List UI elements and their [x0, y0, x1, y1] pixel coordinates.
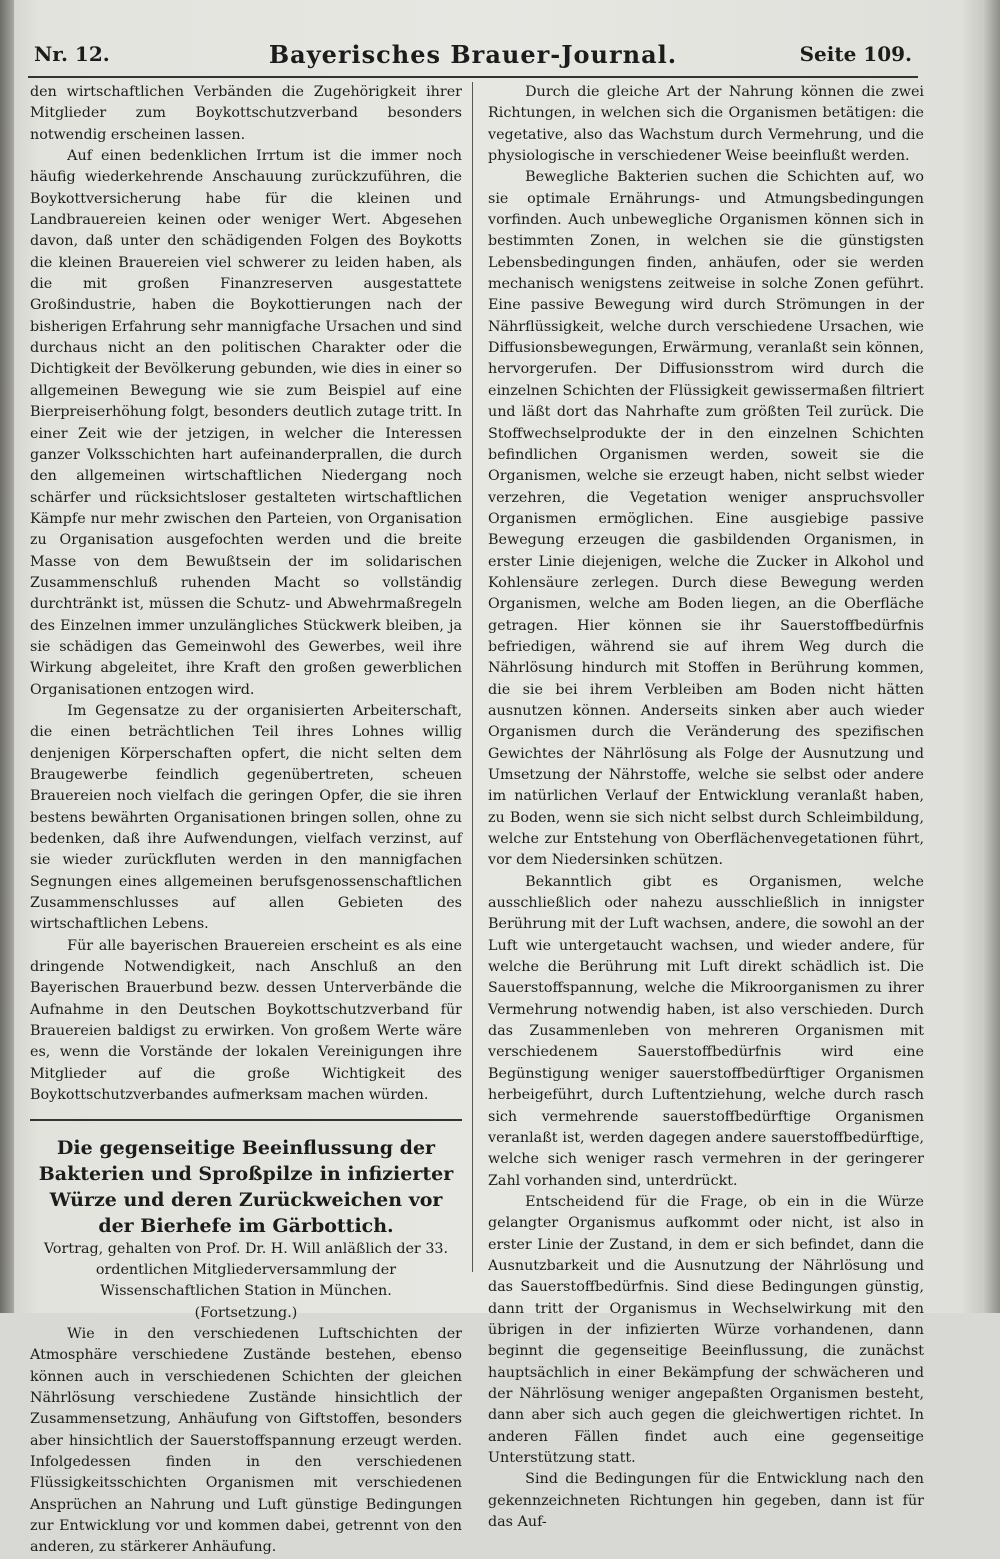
paragraph: Sind die Bedingungen für die Entwicklung nach den gekennzeichneten Richtungen hin gegeben, dann ist für das Auf- — [488, 1471, 924, 1531]
paragraph: Wie in den verschiedenen Luftschichten der Atmosphäre verschiedene Zustände bestehen, ebenso können auch in verschiedenen Schichten der gleichen Nährlösung verschiedene Zustände hinsichtlich der Zusammensetzung, Anhäufung von Giftstoffen, besonders aber hinsichtlich der Sauerstoffspannung erzeugt werden. Infolgedessen finden in den verschiedenen Flüssigkeitsschichten Organismen mit verschiedenen Ansprüchen an Nahrung und Luft günstige Bedingungen zur Entwicklung vor und kommen dabei, getrennt von den anderen, zu stärkerer Anhäufung. — [30, 1325, 462, 1556]
article-byline: Vortrag, gehalten von Prof. Dr. H. Will anläßlich der 33. ordentlichen Mitgliederversammlung der Wissenschaftlichen Station in München. — [43, 1240, 449, 1300]
column-rule — [472, 82, 473, 1272]
page-edge — [982, 0, 1000, 1313]
page-header — [28, 38, 918, 72]
article-title: Die gegenseitige Beeinflussung der Bakterien und Sproßpilze in infizierter Würze und deren Zurückweichen vor der Bierhefe im Gärbottich. — [38, 1136, 454, 1237]
journal-title: Bayerisches Brauer-Journal. — [268, 40, 678, 69]
paragraph: Für alle bayerischen Brauereien erscheint es als eine dringende Notwendigkeit, nach Anschluß an den Bayerischen Brauerbund bezw. dessen Unterverbände die Aufnahme in den Deutschen Boykottschutzverband für Brauereien baldigst zu erwirken. Von großem Werte wäre es, wenn die Vorstände der lokalen Vereinigungen ihre Mitglieder auf die große Wichtigkeit des Boykottschutzverbandes aufmerksam machen würden. — [30, 937, 462, 1104]
issue-number: Nr. 12. — [34, 42, 110, 66]
paragraph: Bekanntlich gibt es Organismen, welche ausschließlich oder nahezu ausschließlich in innigster Berührung mit der Luft wachsen, andere, die sowohl an der Luft wie untergetaucht wachsen, und wieder andere, für welche die Berührung mit Luft direkt schädlich ist. Die Sauerstoffspannung, welche die Mikroorganismen zu ihrer Vermehrung notwendig haben, ist also verschieden. Durch das Zusammenleben von mehreren Organismen mit verschiedenem Sauerstoffbedürfnis wird eine Begünstigung weniger sauerstoffbedürftiger Organismen herbeigeführt, durch Luftentziehung, welche durch rasch sich vermehrende sauerstoffbedürftige Organismen veranlaßt ist, werden dagegen andere sauerstoffbedürftige, welche sich weniger rasch vermehren in der geringerer Zahl vorhanden sind, unterdrückt. — [488, 873, 924, 1189]
continuation-note: (Fortsetzung.) — [194, 1304, 298, 1321]
book-spine-shadow — [0, 0, 14, 1313]
paragraph: Im Gegensatze zu der organisierten Arbeiterschaft, die einen beträchtlichen Teil ihres Lohnes willig denjenigen Körperschaften opfert, die nicht selten dem Braugewerbe feindlich gegenübertreten, scheuen Brauereien noch vielfach die geringen Opfer, die sie ihren bestens bewährten Organisationen bringen sollen, ohne zu bedenken, daß ihre Aufwendungen, vielfach verzinst, auf sie wieder zurückfluten werden in den mannigfachen Segnungen eines allgemeinen berufsgenossenschaftlichen Zusammenschlusses auf allen Gebieten des wirtschaftlichen Lebens. — [30, 702, 462, 933]
paragraph: Entscheidend für die Frage, ob ein in die Würze gelangter Organismus aufkommt oder nicht, ist also in erster Linie der Zustand, in dem er sich befindet, dann die Ausnutzbarkeit und die Ausnutzung der Nährlösung und das Sauerstoffbedürfnis. Sind diese Bedingungen günstig, dann tritt der Organismus in Wechselwirkung mit den übrigen in der infizierten Würze vorhandenen, dann beginnt die gegenseitige Beeinflussung, die zunächst hauptsächlich in einer Bekämpfung der schwächeren und der Nährlösung weniger angepaßten Organismen besteht, dann aber sich auch gegen die gleichwertigen richtet. In anderen Fällen findet auch eine gegenseitige Unterstützung statt. — [488, 1193, 924, 1466]
paragraph: Auf einen bedenklichen Irrtum ist die immer noch häufig wiederkehrende Anschauung zurückzuführen, die Boykottversicherung habe für die kleinen und Landbrauereien keinen oder weniger Wert. Abgesehen davon, daß unter den schädigenden Folgen des Boykotts die kleinen Brauereien viel schwerer zu leiden haben, als die mit großen Finanzreserven ausgestattete Großindustrie, haben die Boykottierungen nach der bisherigen Erfahrung sehr mannigfache Ursachen und sind durchaus nicht an den politischen Charakter oder die Dichtigkeit der Bevölkerung gebunden, wie dies in einer so allgemeinen Bewegung wie sie zum Beispiel auf eine Bierpreiserhöhung folgt, besonders deutlich zutage tritt. In einer Zeit wie der jetzigen, in welcher die Interessen ganzer Volksschichten hart aufeinanderprallen, die durch den allgemeinen wirtschaftlichen Niedergang noch schärfer und rücksichtsloser gestalteten wirtschaftlichen Kämpfe nur mehr zwischen den Parteien, von Organisation zu Organisation ausgefochten werden und die breite Masse von dem Bewußtsein der im solidarischen Zusammenschluß ruhenden Macht so vollständig durchtränkt ist, müssen die Schutz- und Abwehrmaßregeln des Einzelnen immer unzulängliches Stückwerk bleiben, ja sie schädigen das Gemeinwohl des Gewerbes, weil ihre Wirkung abgeleitet, ihre Kraft den großen gewerblichen Organisationen entzogen wird. — [30, 148, 462, 698]
paragraph: Bewegliche Bakterien suchen die Schichten auf, wo sie optimale Ernährungs- und Atmungsbedingungen vorfinden. Auch unbewegliche Organismen können sich in bestimmten Zonen, in welchen sie die günstigsten Lebensbedingungen finden, anhäufen, oder sie werden mechanisch wenigstens zeitweise in solche Zonen geführt. Eine passive Bewegung wird durch Strömungen in der Nährflüssigkeit, welche durch verschiedene Ursachen, wie Diffusionsbewegungen, Erwärmung, veranlaßt sein können, hervorgerufen. Der Diffusionsstrom wird durch die einzelnen Schichten der Flüssigkeit gewissermaßen filtriert und läßt dort das Nahrhafte zum größten Teil zurück. Die Stoffwechselprodukte der in den einzelnen Schichten befindlichen Organismen werden, soweit sie die Organismen, welche sie erzeugt haben, nicht selbst wieder verzehren, die Vegetation weniger anspruchsvoller Organismen ermöglichen. Eine ausgiebige passive Bewegung erzeugen die gasbildenden Organismen, in erster Linie diejenigen, welche die Zucker in Alkohol und Kohlensäure zerlegen. Durch diese Bewegung werden Organismen, welche am Boden liegen, an die Oberfläche getragen. Hier können sie ihr Sauerstoffbedürfnis befriedigen, während sie auf ihrem Weg durch die Nährlösung hindurch mit Stoffen in Berührung kommen, die sie bei ihrem Verbleiben am Boden nicht hätten ausnutzen können. Anderseits sinken aber auch wieder Organismen durch die Veränderung des spezifischen Gewichtes der Nährlösung als Folge der Ausnutzung und Umsetzung der Nährstoffe, welche sie selbst oder andere im natürlichen Verlauf der Entwicklung veranlaßt haben, zu Boden, wenn sie sich nicht selbst durch Schleimbildung, welche zur Entstehung von Oberflächenvegetationen führt, vor dem Niedersinken schützen. — [488, 169, 924, 869]
left-column — [30, 82, 462, 1559]
paragraph: den wirtschaftlichen Verbänden die Zugehörigkeit ihrer Mitglieder zum Boykottschutzverband besonders notwendig erscheinen lassen. — [30, 84, 462, 143]
header-rule — [28, 76, 918, 78]
right-column — [488, 82, 924, 1533]
page-number: Seite 109. — [799, 42, 912, 66]
paragraph: Durch die gleiche Art der Nahrung können die zwei Richtungen, in welchen sich die Organismen betätigen: die vegetative, also das Wachstum durch Vermehrung, und die physiologische in verschiedener Weise beeinflußt werden. — [488, 84, 924, 165]
section-divider — [30, 1119, 462, 1121]
